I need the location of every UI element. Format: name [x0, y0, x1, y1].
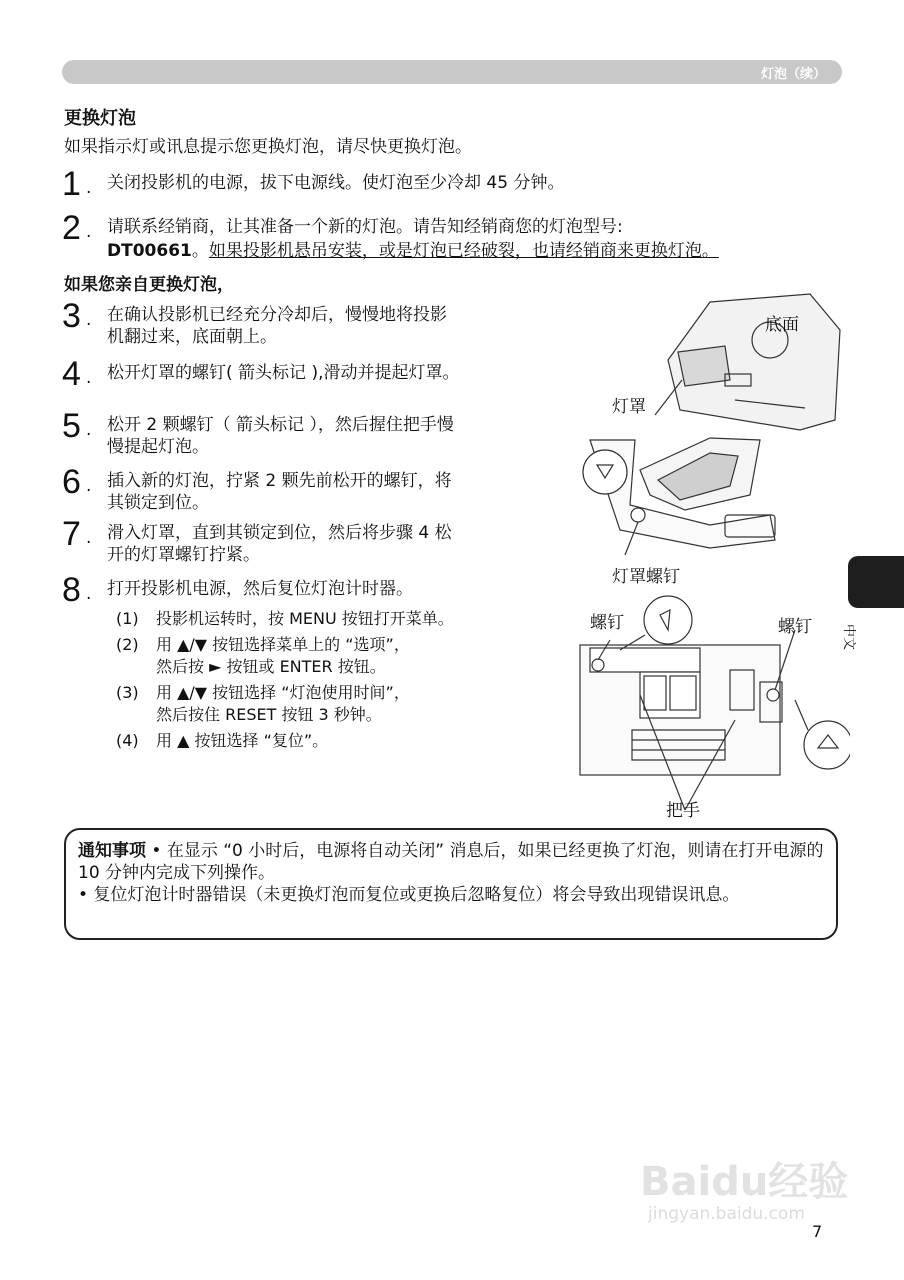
step-text: 松开灯罩的螺钉( 箭头标记 ),滑动并提起灯罩。 [107, 363, 460, 383]
notice-title: 通知事项 [78, 841, 146, 861]
watermark-url: jingyan.baidu.com [648, 1204, 805, 1224]
watermark-brand: Baidu经验 [640, 1159, 849, 1205]
language-tab [848, 556, 904, 608]
step-text-line2: 其锁定到位。 [107, 493, 209, 513]
substep-3 [116, 682, 546, 728]
substep-number: (4) [116, 731, 139, 750]
notice-box [64, 828, 838, 940]
screw-right [767, 689, 779, 701]
step-number: 6 [62, 463, 81, 501]
header-bar [62, 60, 842, 84]
substep-number: (3) [116, 683, 139, 702]
cover-screw-label: 灯罩螺钉 [612, 567, 680, 587]
step-text: 松开 2 颗螺钉（ 箭头标记 ），然后握住把手慢 [107, 415, 454, 435]
intro-text: 如果指示灯或讯息提示您更换灯泡，请尽快更换灯泡。 [64, 137, 472, 157]
step-3 [62, 297, 542, 350]
notice-bullet-2: • 复位灯泡计时器错误（未更换灯泡而复位或更换后忽略复位）将会导致出现错误讯息。 [78, 885, 740, 905]
cover-area [678, 346, 730, 386]
substep-2 [116, 634, 546, 680]
substep-text: 用 ▲/▼ 按钮选择 “灯泡使用时间”， [156, 683, 410, 702]
warning-text: 如果投影机悬吊安装，或是灯泡已经破裂，也请经销商来更换灯泡。 [208, 241, 719, 261]
page-title: 更换灯泡 [64, 108, 136, 129]
step-dot: . [86, 420, 92, 440]
step-dot: . [86, 310, 92, 330]
substep-1 [116, 608, 546, 632]
section-title: 灯泡（续） [760, 67, 826, 82]
step-2 [62, 209, 852, 266]
handle-label: 把手 [666, 801, 700, 821]
step-number: 7 [62, 515, 81, 553]
substep-text: 投影机运转时，按 MENU 按钮打开菜单。 [156, 609, 454, 628]
substep-number: (1) [116, 609, 139, 628]
step-text-line2: 慢提起灯泡。 [107, 437, 209, 457]
substep-text: 用 ▲/▼ 按钮选择菜单上的 “选项”， [156, 635, 410, 654]
screw-right-label: 螺钉 [778, 617, 812, 637]
cover-screw [631, 508, 645, 522]
bottom-label: 底面 [765, 315, 799, 335]
language-label: 中文 [841, 624, 856, 651]
figure-drawing [560, 290, 850, 820]
substep-text-line2: 然后按住 RESET 按钮 3 秒钟。 [156, 705, 382, 724]
arrow-circle-3 [804, 721, 850, 769]
step-1 [62, 165, 842, 212]
notice-content [78, 840, 828, 906]
step-text-line2 [107, 240, 719, 262]
step-number: 8 [62, 571, 81, 609]
model-number: DT00661 [107, 241, 192, 261]
arrow-circle-2 [644, 596, 692, 644]
separator: 。 [191, 241, 209, 261]
step-text: 插入新的灯泡，拧紧 2 颗先前松开的螺钉，将 [107, 471, 452, 491]
substep-4 [116, 730, 546, 754]
lamp-replacement-figure [560, 290, 850, 820]
step-text: 滑入灯罩，直到其锁定到位，然后将步骤 4 松 [107, 523, 452, 543]
step-dot: . [86, 528, 92, 548]
substep-text: 用 ▲ 按钮选择 “复位”。 [156, 731, 329, 750]
substep-text-line2: 然后按 ► 按钮或 ENTER 按钮。 [156, 657, 386, 676]
step-text: 关闭投影机的电源，拔下电源线。使灯泡至少冷却 45 分钟。 [107, 173, 565, 193]
screw-left-label: 螺钉 [590, 613, 624, 633]
step-number: 4 [62, 355, 81, 393]
step-text: 在确认投影机已经充分冷却后，慢慢地将投影 [107, 305, 447, 325]
step-number: 1 [62, 165, 81, 203]
step-number: 3 [62, 297, 81, 335]
step-dot: . [86, 222, 92, 242]
step-number: 2 [62, 209, 81, 247]
screw-left [592, 659, 604, 671]
step-text: 打开投影机电源，然后复位灯泡计时器。 [107, 579, 413, 599]
notice-bullet-1: • 在显示 “0 小时后，电源将自动关闭” 消息后，如果已经更换了灯泡，则请在打开电源的 10 分钟内完成下列操作。 [78, 841, 824, 883]
arrow-circle-1 [583, 450, 627, 494]
step-dot: . [86, 584, 92, 604]
step-dot: . [86, 476, 92, 496]
cover-label: 灯罩 [612, 397, 646, 417]
step-text-line2: 开的灯罩螺钉拧紧。 [107, 545, 260, 565]
step-text-line2: 机翻过来，底面朝上。 [107, 327, 277, 347]
section-subheading: 如果您亲自更换灯泡， [64, 275, 234, 295]
step-5 [62, 407, 542, 460]
step-text: 请联系经销商，让其准备一个新的灯泡。请告知经销商您的灯泡型号: [107, 217, 623, 237]
step-dot: . [86, 368, 92, 388]
step-8 [62, 571, 542, 609]
page-number: 7 [812, 1222, 823, 1241]
step-7 [62, 515, 542, 568]
step-number: 5 [62, 407, 81, 445]
step-4 [62, 355, 542, 393]
step-dot: . [86, 178, 92, 198]
substep-number: (2) [116, 635, 139, 654]
step-6 [62, 463, 542, 516]
